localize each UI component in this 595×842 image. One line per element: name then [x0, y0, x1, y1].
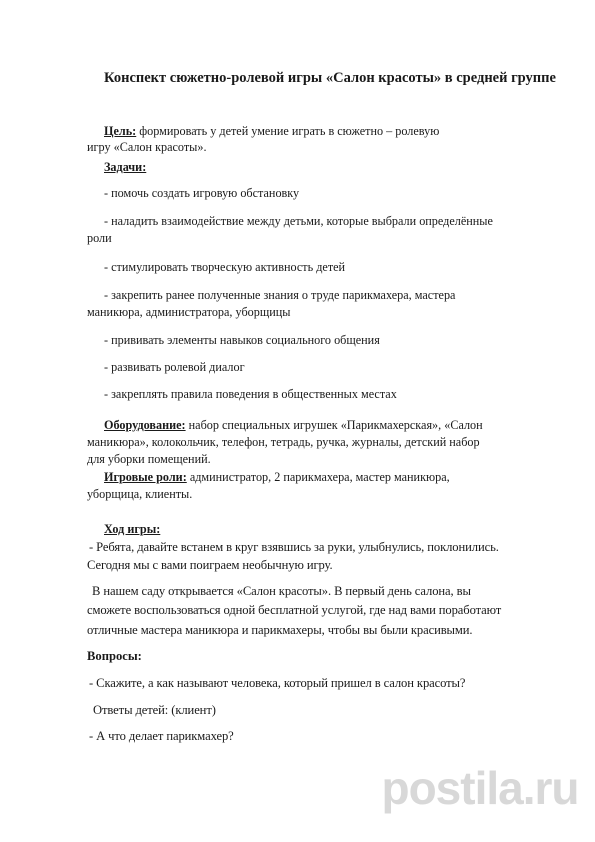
task-item: - развивать ролевой диалог: [104, 360, 245, 374]
equipment-line-1: [104, 418, 483, 433]
task-item: - закреплять правила поведения в общественных местах: [104, 387, 397, 401]
question-line: - Скажите, а как называют человека, который пришел в салон красоты?: [89, 676, 466, 690]
questions-label: Вопросы:: [87, 649, 142, 663]
question-line: - А что делает парикмахер?: [89, 729, 234, 743]
goal-text-1: формировать у детей умение играть в сюжетно – ролевую: [136, 124, 440, 138]
task-item: - стимулировать творческую активность детей: [104, 260, 346, 274]
progress-label: Ход игры:: [104, 522, 161, 536]
task-item: - закрепить ранее полученные знания о труде парикмахера, мастера: [104, 288, 456, 302]
answer-line: Ответы детей: (клиент): [93, 703, 216, 717]
task-item-continued: роли: [87, 231, 112, 245]
roles-text-2: уборщица, клиенты.: [87, 487, 193, 501]
task-item: - прививать элементы навыков социального общения: [104, 333, 380, 347]
roles-line-1: [104, 470, 450, 485]
task-item-continued: маникюра, администратора, уборщицы: [87, 305, 291, 319]
equipment-text-3: для уборки помещений.: [87, 452, 211, 466]
body-paragraph-line: сможете воспользоваться одной бесплатной услугой, где над вами поработают: [87, 603, 502, 617]
task-item: - помочь создать игровую обстановку: [104, 186, 300, 200]
equipment-text-1: набор специальных игрушек «Парикмахерская», «Салон: [185, 418, 483, 432]
roles-label: Игровые роли:: [104, 470, 187, 484]
document-title: Конспект сюжетно-ролевой игры «Салон красоты» в средней группе: [104, 70, 556, 86]
goal-line-1: [104, 124, 439, 139]
body-paragraph-line: - Ребята, давайте встанем в круг взявшись за руки, улыбнулись, поклонились.: [89, 540, 499, 554]
roles-text-1: администратор, 2 парикмахера, мастер маникюра,: [186, 470, 450, 484]
goal-text-2: игру «Салон красоты».: [87, 140, 207, 154]
body-paragraph-line: Сегодня мы с вами поиграем необычную игру.: [87, 558, 333, 572]
body-paragraph-line: В нашем саду открывается «Салон красоты». В первый день салона, вы: [92, 584, 471, 598]
task-item: - наладить взаимодействие между детьми, которые выбрали определённые: [104, 214, 493, 228]
body-paragraph-line: отличные мастера маникюра и парикмахеры, чтобы вы были красивыми.: [87, 623, 473, 637]
watermark-text: postila.ru: [381, 762, 579, 814]
equipment-text-2: маникюра», колокольчик, телефон, тетрадь, ручка, журналы, детский набор: [87, 435, 480, 449]
goal-label: Цель:: [104, 124, 137, 138]
equipment-label: Оборудование:: [104, 418, 186, 432]
watermark-logo: [375, 760, 585, 820]
tasks-label: Задачи:: [104, 160, 147, 174]
